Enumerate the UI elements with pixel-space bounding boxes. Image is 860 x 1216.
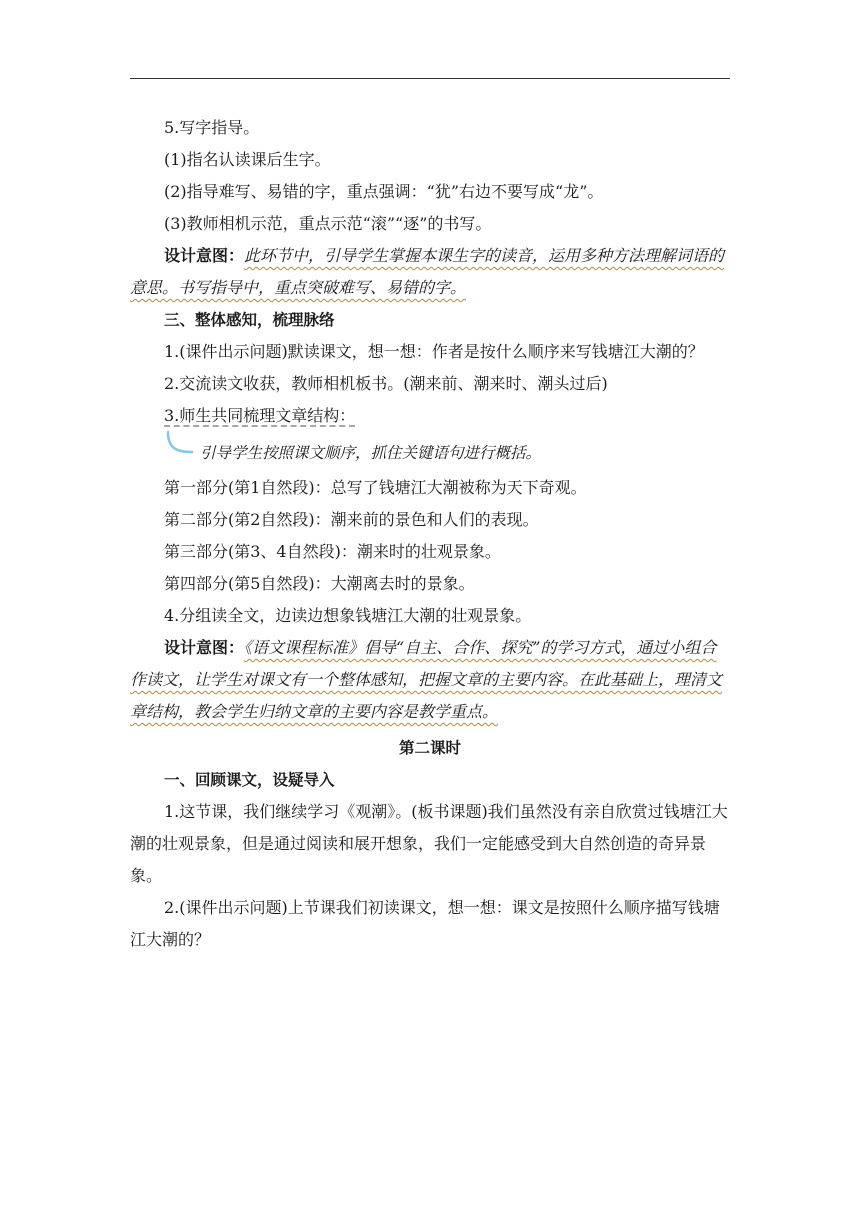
- structure-part-3: 第三部分(第3、4自然段)：潮来时的壮观景象。: [164, 542, 501, 561]
- paragraph-order-question: 2.(课件出示问题)上节课我们初读课文，想一想：课文是按照什么顺序描写钱塘江大潮的？: [130, 898, 720, 949]
- section-heading-3: 三、整体感知，梳理脉络: [164, 311, 335, 329]
- paragraph-group-reading: 4.分组读全文，边读边想象钱塘江大潮的壮观景象。: [164, 606, 532, 625]
- lesson-title: 第二课时: [398, 739, 461, 757]
- design-intent-text: 此环节中，引导学生掌握本课生字的读音，运用多种方法理解词语的意思。书写指导中，重点突破难写、易错的字。: [130, 246, 725, 297]
- section-heading-1: 一、回顾课文，设疑导入: [164, 771, 335, 789]
- structure-text: 3.师生共同梳理文章结构：: [164, 406, 356, 425]
- sub-step-2: (2)指导难写、易错的字，重点强调：“犹”右边不要写成“龙”。: [164, 182, 604, 201]
- note-hook-icon: [164, 428, 194, 458]
- design-intent-text: 《语文课程标准》倡导“自主、合作、探究”的学习方式，通过小组合作读文，让学生对课文有一个整体感知，把握文章的主要内容。在此基础上，理清文章结构，教会学生归纳文章的主要内容是教学重点。: [130, 638, 723, 721]
- paragraph-exchange: 2.交流读文收获，教师相机板书。(潮来前、潮来时、潮头过后): [164, 374, 608, 393]
- design-intent-label: 设计意图：: [164, 638, 245, 657]
- document-body: [130, 112, 730, 956]
- design-intent-label: 设计意图：: [164, 246, 245, 265]
- paragraph-review: 1.这节课，我们继续学习《观潮》。(板书课题)我们虽然没有亲自欣赏过钱塘江大潮的壮观景象，但是通过阅读和展开想象，我们一定能感受到大自然创造的奇异景象。: [130, 802, 728, 885]
- design-intent-1: [130, 240, 730, 304]
- teacher-note: [130, 436, 730, 470]
- sub-step-1: (1)指名认读课后生字。: [164, 150, 331, 169]
- sub-step-3: (3)教师相机示范，重点示范“滚”“逐”的书写。: [164, 214, 492, 233]
- paragraph-structure: [130, 400, 730, 432]
- step-writing-guidance: 5.写字指导。: [164, 118, 260, 137]
- structure-part-2: 第二部分(第2自然段)：潮来前的景色和人们的表现。: [164, 510, 539, 529]
- structure-part-1: 第一部分(第1自然段)：总写了钱塘江大潮被称为天下奇观。: [164, 478, 587, 497]
- teacher-note-text: 引导学生按照课文顺序，抓住关键语句进行概括。: [200, 444, 542, 462]
- structure-part-4: 第四部分(第5自然段)：大潮离去时的景象。: [164, 574, 475, 593]
- paragraph-question: 1.(课件出示问题)默读课文，想一想：作者是按什么顺序来写钱塘江大潮的？: [164, 342, 704, 361]
- design-intent-2: [130, 632, 730, 728]
- header-rule: [130, 78, 730, 79]
